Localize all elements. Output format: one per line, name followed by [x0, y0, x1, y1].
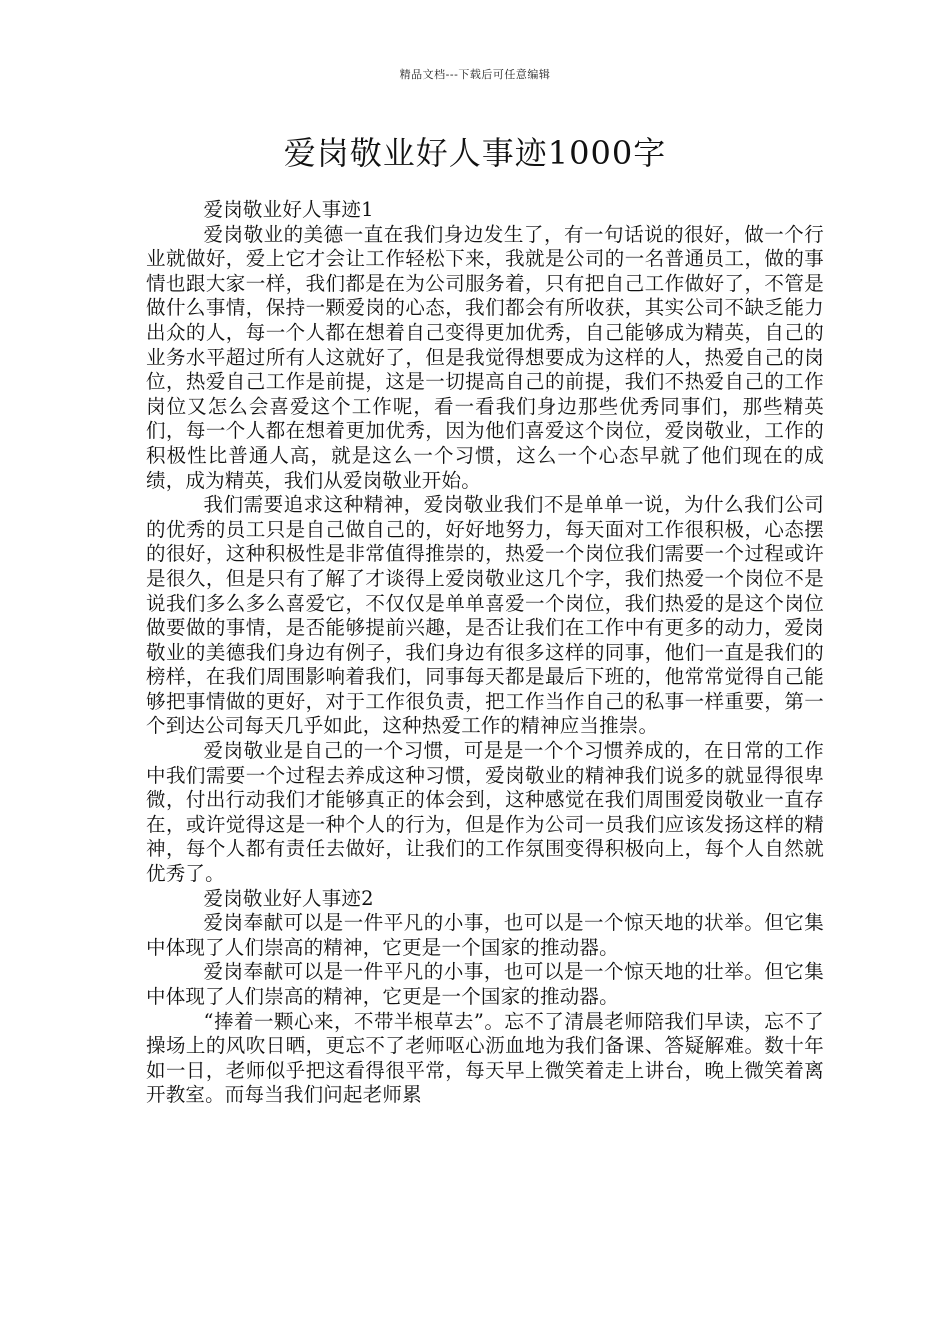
document-body — [146, 198, 824, 1108]
paragraph: 爱岗奉献可以是一件平凡的小事，也可以是一个惊天地的状举。但它集中体现了人们崇高的精神，它更是一个国家的推动器。 — [146, 911, 824, 959]
paragraph: 爱岗奉献可以是一件平凡的小事，也可以是一个惊天地的壮举。但它集中体现了人们崇高的精神，它更是一个国家的推动器。 — [146, 960, 824, 1008]
header-note: 精品文档---下载后可任意编辑 — [399, 68, 551, 81]
section-heading-2: 爱岗敬业好人事迹2 — [203, 886, 374, 910]
document-title: 爱岗敬业好人事迹1000字 — [283, 134, 667, 172]
section-heading-1: 爱岗敬业好人事迹1 — [203, 198, 374, 221]
paragraph: 爱岗敬业是自己的一个习惯，可是是一个个习惯养成的，在日常的工作中我们需要一个过程去养成这种习惯，爱岗敬业的精神我们说多的就显得很卑微，付出行动我们才能够真正的体会到，这种感觉在我们周围爱岗敬业一直存在，或许觉得这是一种个人的行为，但是作为公司一员我们应该发扬这样的精神，每个人都有责任去做好，让我们的工作氛围变得积极向上，每个人自然就优秀了。 — [146, 739, 824, 886]
paragraph: “捧着一颗心来，不带半根草去”。忘不了清晨老师陪我们早读，忘不了操场上的风吹日晒，更忘不了老师呕心沥血地为我们备课、答疑解难。数十年如一日，老师似乎把这看得很平常，每天早上微笑着走上讲台，晚上微笑着离开教室。而每当我们问起老师累 — [146, 1009, 824, 1107]
paragraph: 我们需要追求这种精神，爱岗敬业我们不是单单一说，为什么我们公司的优秀的员工只是自己做自己的，好好地努力，每天面对工作很积极，心态摆的很好，这种积极性是非常值得推崇的，热爱一个岗位我们需要一个过程或许是很久，但是只有了解了才谈得上爱岗敬业这几个字，我们热爱一个岗位不是说我们多么多么喜爱它，不仅仅是单单喜爱一个岗位，我们热爱的是这个岗位做要做的事情，是否能够提前兴趣，是否让我们在工作中有更多的动力，爱岗敬业的美德我们身边有例子，我们身边有很多这样的同事，他们一直是我们的榜样，在我们周围影响着我们，同事每天都是最后下班的，他常常觉得自己能够把事情做的更好，对于工作很负责，把工作当作自己的私事一样重要，第一个到达公司每天几乎如此，这种热爱工作的精神应当推崇。 — [146, 493, 824, 738]
paragraph: 爱岗敬业的美德一直在我们身边发生了，有一句话说的很好，做一个行业就做好，爱上它才会让工作轻松下来，我就是公司的一名普通员工，做的事情也跟大家一样，我们都是在为公司服务着，只有把自己工作做好了，不管是做什么事情，保持一颗爱岗的心态，我们都会有所收获，其实公司不缺乏能力出众的人，每一个人都在想着自己变得更加优秀，自己能够成为精英，自己的业务水平超过所有人这就好了，但是我觉得想要成为这样的人，热爱自己的岗位，热爱自己工作是前提，这是一切提高自己的前提，我们不热爱自己的工作岗位又怎么会喜爱这个工作呢，看一看我们身边那些优秀同事们，那些精英们，每一个人都在想着更加优秀，因为他们喜爱这个岗位，爱岗敬业，工作的积极性比普通人高，就是这么一个习惯，这么一个心态早就了他们现在的成绩，成为精英，我们从爱岗敬业开始。 — [146, 222, 824, 492]
